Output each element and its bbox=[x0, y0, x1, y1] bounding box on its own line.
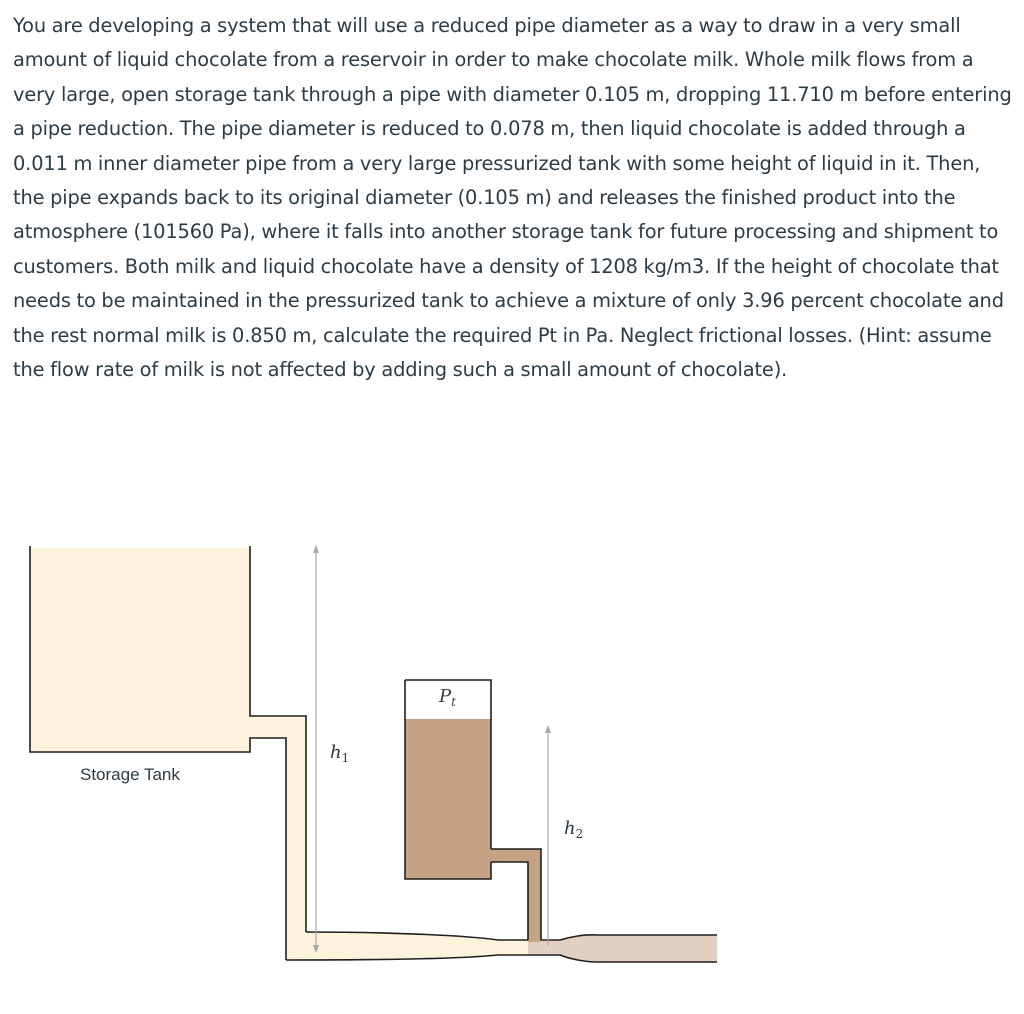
pt-label-main: P bbox=[439, 686, 452, 707]
chocolate-liquid bbox=[405, 719, 491, 879]
h2-label-subscript: 2 bbox=[575, 827, 584, 841]
pt-label bbox=[438, 686, 456, 709]
storage-tank-and-milk-pipe bbox=[30, 548, 717, 962]
h1-label bbox=[330, 742, 349, 765]
h2-dimension-line bbox=[545, 725, 551, 946]
problem-statement: You are developing a system that will use a reduced pipe diameter as a way to draw in a very small amount of liquid chocolate from a reservoir in order to make chocolate milk. Whole milk flows from a very large, open storage tank through a pipe with diameter 0.105 m, dropping 11.710 m before entering a pipe reduction. The pipe diameter is reduced to 0.078 m, then liquid chocolate is added through a 0.011 m inner diameter pipe from a very large pressurized tank with some height of liquid in it. Then, the pipe expands back to its original diameter (0.105 m) and releases the finished product into the atmosphere (101560 Pa), where it falls into another storage tank for future processing and shipment to customers. Both milk and liquid chocolate have a density of 1208 kg/m3. If the height of chocolate that needs to be maintained in the pressurized tank to achieve a mixture of only 3.96 percent chocolate and the rest normal milk is 0.850 m, calculate the required Pt in Pa. Neglect frictional losses. (Hint: assume the flow rate of milk is not affected by adding such a small amount of chocolate). bbox=[13, 14, 1012, 382]
h2-label bbox=[564, 818, 583, 841]
h2-label-main: h bbox=[564, 818, 576, 839]
h1-label-subscript: 1 bbox=[341, 751, 350, 765]
mixture-pipe-section bbox=[528, 935, 717, 962]
chocolate-feed-pipe bbox=[491, 849, 541, 942]
h1-dimension-line bbox=[313, 545, 319, 953]
storage-tank-label: Storage Tank bbox=[80, 765, 180, 784]
pt-label-subscript: t bbox=[451, 695, 456, 709]
h1-label-main: h bbox=[330, 742, 342, 763]
